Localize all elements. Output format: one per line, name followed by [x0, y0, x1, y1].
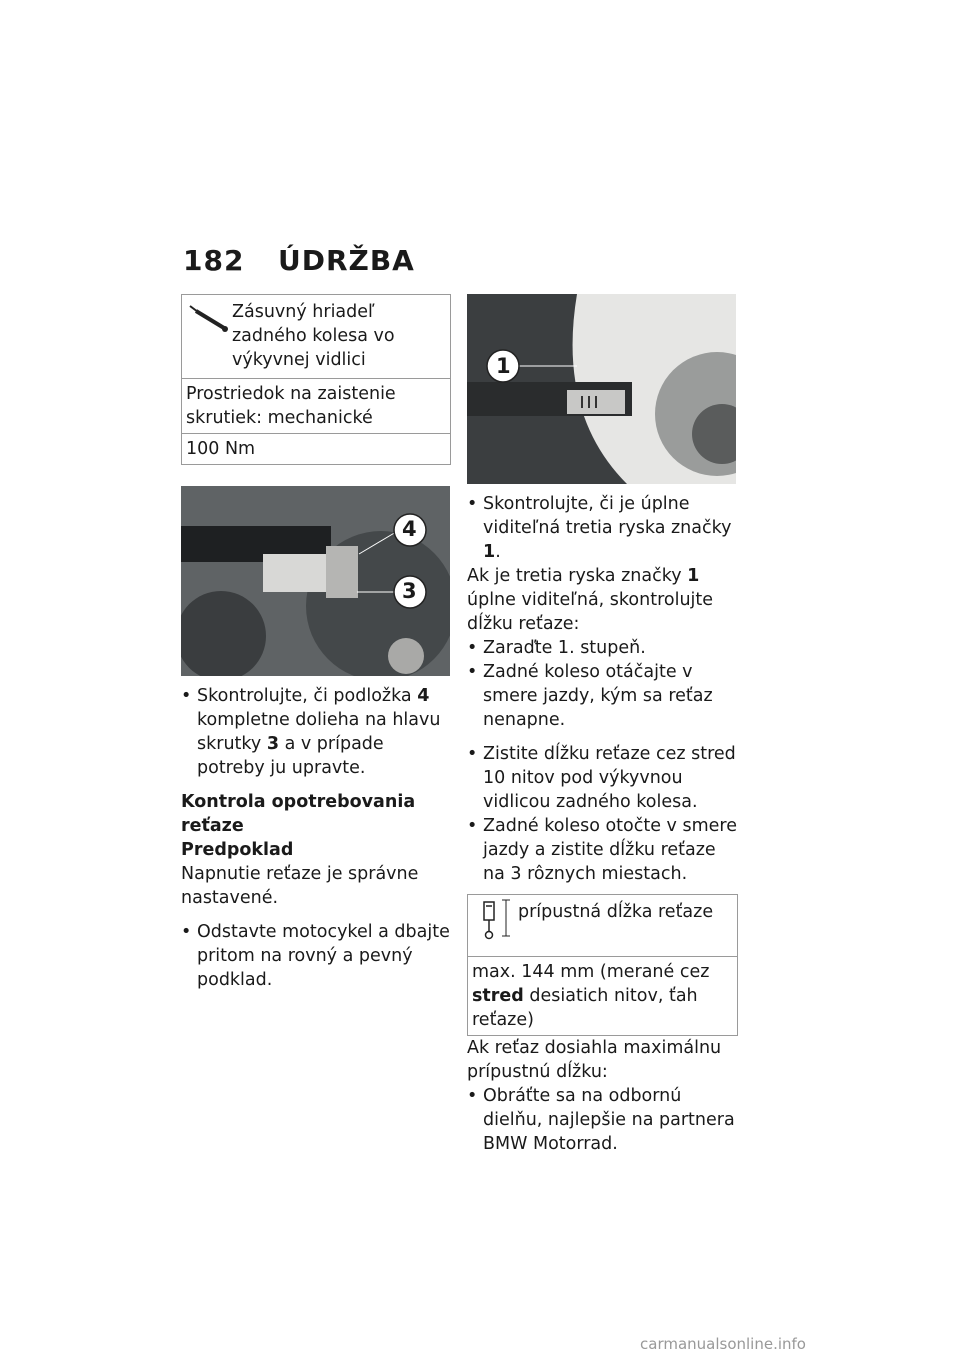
figure-label-1: 1 — [496, 354, 511, 378]
spec-title: Zásuvný hriadeľ zadného kolesa vo výkyvnej vidlici — [232, 302, 395, 370]
washer-check-text-a: Skontrolujte, či podložka — [197, 686, 418, 706]
sub-heading: Predpoklad — [181, 840, 294, 860]
spec-row-agent: Prostriedok na zaistenie skrutiek: mechanické — [182, 379, 450, 434]
condition-ref: 1 — [687, 566, 700, 586]
mark-check-item — [467, 492, 738, 564]
right-column — [467, 294, 738, 1156]
bolt-washer-figure — [181, 486, 450, 676]
contact-dealer-item: • Obráťte sa na odbornú dielňu, najlepšie na partnera BMW Motorrad. — [467, 1084, 738, 1156]
spec-row-torque: 100 Nm — [186, 439, 256, 459]
mark-check-text: Skontrolujte, či je úplne viditeľná tretia ryska značky — [483, 494, 732, 538]
page-number: 182 — [183, 244, 245, 277]
condition-text-b: úplne viditeľná, skontrolujte dĺžku reťaze: — [467, 590, 714, 634]
chain-spec-value-bold: stred — [472, 986, 524, 1006]
torque-wrench-icon — [186, 298, 232, 372]
chain-mark-figure — [467, 294, 736, 484]
rotate-wheel-item: • Zadné koleso otáčajte v smere jazdy, kým sa reťaz nenapne. — [467, 660, 738, 732]
stand-item: • Odstavte motocykel a dbajte pritom na rovný a pevný podklad. — [181, 920, 451, 992]
max-length-text: Ak reťaz dosiahla maximálnu prípustnú dĺžku: — [467, 1038, 722, 1082]
measure-three-item: • Zadné koleso otočte v smere jazdy a zistite dĺžku reťaze na 3 rôznych miestach. — [467, 814, 738, 886]
washer-check-text-c: a v prípade potreby ju upravte. — [197, 734, 384, 778]
figure-label-3: 3 — [402, 579, 417, 603]
condition-text — [467, 564, 738, 636]
figure-label-4: 4 — [402, 517, 417, 541]
page-title: ÚDRŽBA — [278, 244, 415, 277]
spec-header — [182, 295, 450, 379]
section-heading: Kontrola opotrebovania reťaze — [181, 792, 416, 836]
washer-check-text-b: kompletne dolieha na hlavu skrutky — [197, 710, 441, 754]
prerequisite-text: Napnutie reťaze je správne nastavené. — [181, 864, 419, 908]
condition-text-a: Ak je tretia ryska značky — [467, 566, 688, 586]
chain-spec-value-a: max. 144 mm (merané cez — [472, 962, 710, 982]
chain-spec-header — [468, 895, 737, 957]
washer-check-item — [181, 684, 451, 780]
mark-ref: 1 — [483, 542, 496, 562]
bolt-ref: 3 — [266, 734, 280, 754]
washer-ref: 4 — [417, 686, 430, 706]
gear-item: • Zaraďte 1. stupeň. — [467, 636, 738, 660]
page-header — [183, 244, 415, 277]
watermark: carmanualsonline.info — [640, 1335, 806, 1353]
chain-spec-value — [468, 957, 737, 1035]
chain-length-spec — [467, 894, 738, 1036]
left-column — [181, 294, 451, 992]
chain-spec-title: prípustná dĺžka reťaze — [518, 902, 714, 922]
chain-spec-value-b: desiatich nitov, ťah reťaze) — [472, 986, 698, 1030]
torque-spec-table — [181, 294, 451, 465]
measure-item: • Zistite dĺžku reťaze cez stred 10 nitov pod výkyvnou vidlicou zadného kolesa. — [467, 742, 738, 814]
mark-check-end: . — [495, 542, 501, 562]
measurement-icon — [472, 898, 518, 950]
